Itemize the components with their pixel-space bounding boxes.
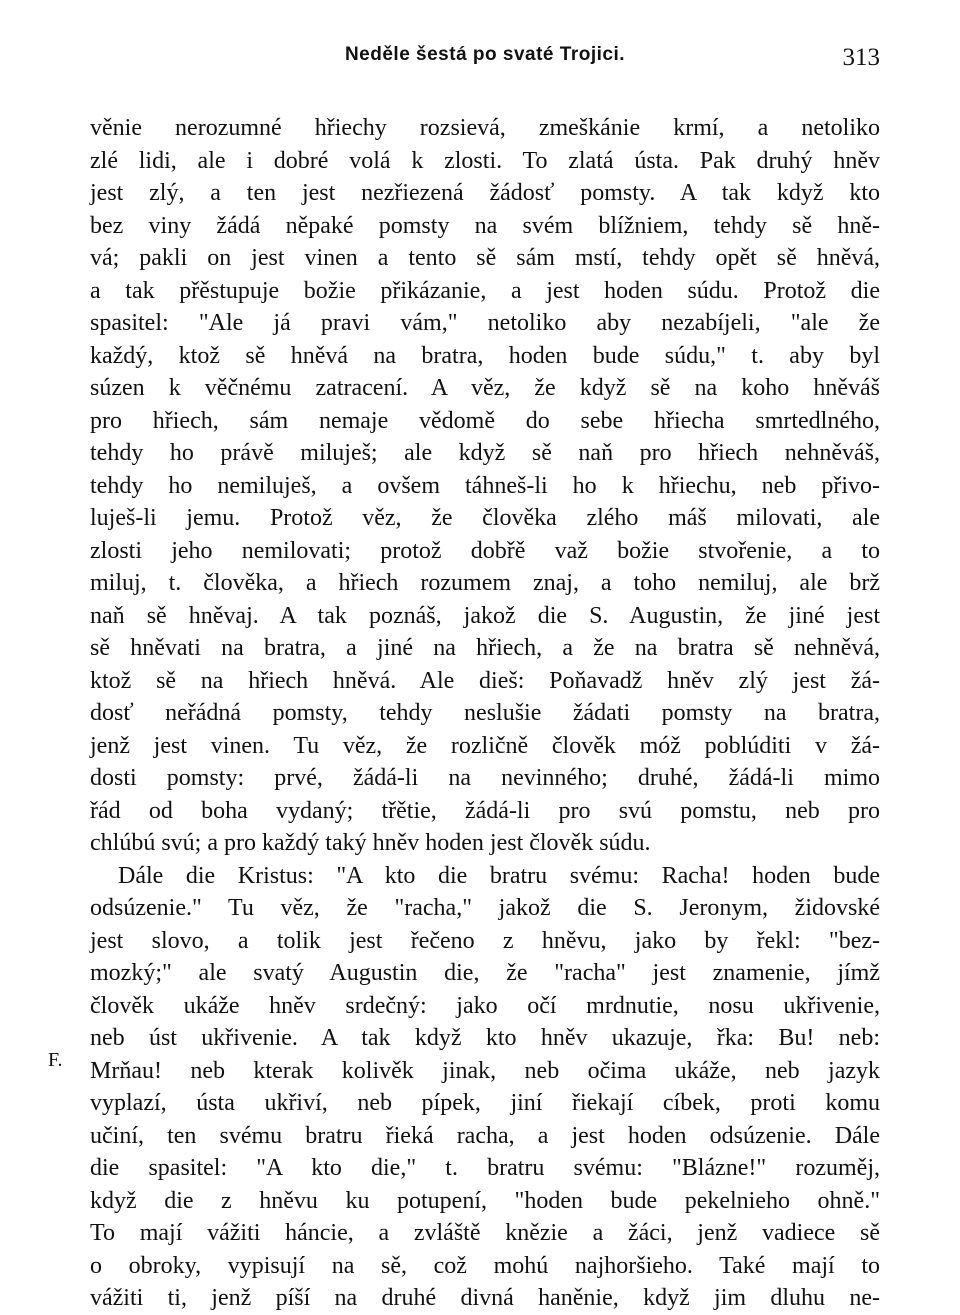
text-line: věnie nerozumné hřiechy rozsievá, zmeškánie krmí, a netoliko [90, 115, 880, 141]
text-line: miluj, t. člověka, a hřiech rozumem znaj, a toho nemiluj, ale brž [90, 570, 880, 596]
text-line: tehdy ho nemiluješ, a ovšem táhneš-li ho k hřiechu, neb přivo- [90, 472, 880, 499]
paragraph-start-line: Dále die Kristus: "A kto die bratru svému: Racha! hoden bude [118, 862, 880, 889]
margin-note: F. [48, 1049, 63, 1071]
running-title: Neděle šestá po svaté Trojici. [344, 44, 626, 65]
text-line: mozký;" ale svatý Augustin die, že "racha" jest znamenie, jímž [90, 960, 880, 986]
text-line: spasitel: "Ale já pravi vám," netoliko aby nezabíjeli, "ale že [90, 310, 880, 336]
text-line: dosti pomsty: prvé, žádá-li na nevinného; druhé, žádá-li mimo [90, 765, 880, 791]
text-line: řád od boha vydaný; třětie, žádá-li pro svú pomstu, neb pro [90, 797, 880, 824]
text-line: die spasitel: "A kto die," t. bratru svému: "Blázne!" rozuměj, [90, 1155, 880, 1181]
text-line: vážiti ti, jenž píší na druhé divná haněnie, když jim dluhu ne- [90, 1285, 880, 1311]
text-line: luješ-li jemu. Protož věz, že člověka zlého máš milovati, ale [90, 505, 880, 531]
text-line: o obroky, vypisují na sě, což mohú najhoršieho. Také mají to [90, 1252, 880, 1279]
text-line: a tak přěstupuje božie přikázanie, a jest hoden súdu. Protož die [90, 277, 880, 304]
text-line: neb úst ukřivenie. A tak když kto hněv ukazuje, řka: Bu! neb: [90, 1025, 880, 1051]
text-line: každý, ktož sě hněvá na bratra, hoden bude súdu," t. aby byl [90, 342, 880, 369]
text-line: když die z hněvu ku potupení, "hoden bude pekelnieho ohně." [90, 1187, 880, 1214]
running-header [90, 44, 880, 74]
text-line: vyplazí, ústa ukřiví, neb pípek, jiní řiekají cíbek, proti komu [90, 1090, 880, 1116]
text-line: jest slovo, a tolik jest řečeno z hněvu, jako by řekl: "bez- [90, 927, 880, 954]
text-line: jenž jest vinen. Tu věz, že rozličně člověk móž poblúditi v žá- [90, 732, 880, 759]
body-text [90, 112, 880, 1315]
text-line: pro hřiech, sám nemaje vědomě do sebe hřiecha smrtedlného, [90, 407, 880, 434]
text-line: zlé lidi, ale i dobré volá k zlosti. To zlatá ústa. Pak druhý hněv [90, 147, 880, 174]
text-line: Mrňau! neb kterak kolivěk jinak, neb očima ukáže, neb jazyk [90, 1057, 880, 1084]
text-line: naň sě hněvaj. A tak poznáš, jakož die S. Augustin, že jiné jest [90, 602, 880, 629]
text-line: jest zlý, a ten jest nezřiezená žádosť pomsty. A tak když kto [90, 180, 880, 206]
text-line: člověk ukáže hněv srdečný: jako očí mrdnutie, nosu ukřivenie, [90, 992, 880, 1019]
text-line: To mají vážiti háncie, a zvláště knězie a žáci, jenž vadiece sě [90, 1220, 880, 1246]
text-line: učiní, ten svému bratru řieká racha, a jest hoden odsúzenie. Dále [90, 1122, 880, 1149]
text-line: dosť neřádná pomsty, tehdy neslušie žádati pomsty na bratra, [90, 700, 880, 726]
page-number: 313 [842, 44, 880, 71]
text-line: súzen k věčnému zatracení. A věz, že když sě na koho hněváš [90, 375, 880, 401]
text-line: vá; pakli on jest vinen a tento sě sám mstí, tehdy opět sě hněvá, [90, 245, 880, 271]
text-line: tehdy ho právě miluješ; ale když sě naň pro hřiech nehněváš, [90, 440, 880, 466]
paragraph-end-line: chlúbú svú; a pro každý taký hněv hoden jest člověk súdu. [90, 830, 651, 856]
text-line: odsúzenie." Tu věz, že "racha," jakož die S. Jeronym, židovské [90, 895, 880, 921]
text-line: zlosti jeho nemilovati; protož dobřě važ božie stvořenie, a to [90, 537, 880, 564]
text-line: sě hněvati na bratra, a jiné na hřiech, a že na bratra sě nehněvá, [90, 635, 880, 661]
text-line: ktož sě na hřiech hněvá. Ale dieš: Poňavadž hněv zlý jest žá- [90, 667, 880, 694]
text-line: bez viny žádá něpaké pomsty na svém blížniem, tehdy sě hně- [90, 212, 880, 239]
